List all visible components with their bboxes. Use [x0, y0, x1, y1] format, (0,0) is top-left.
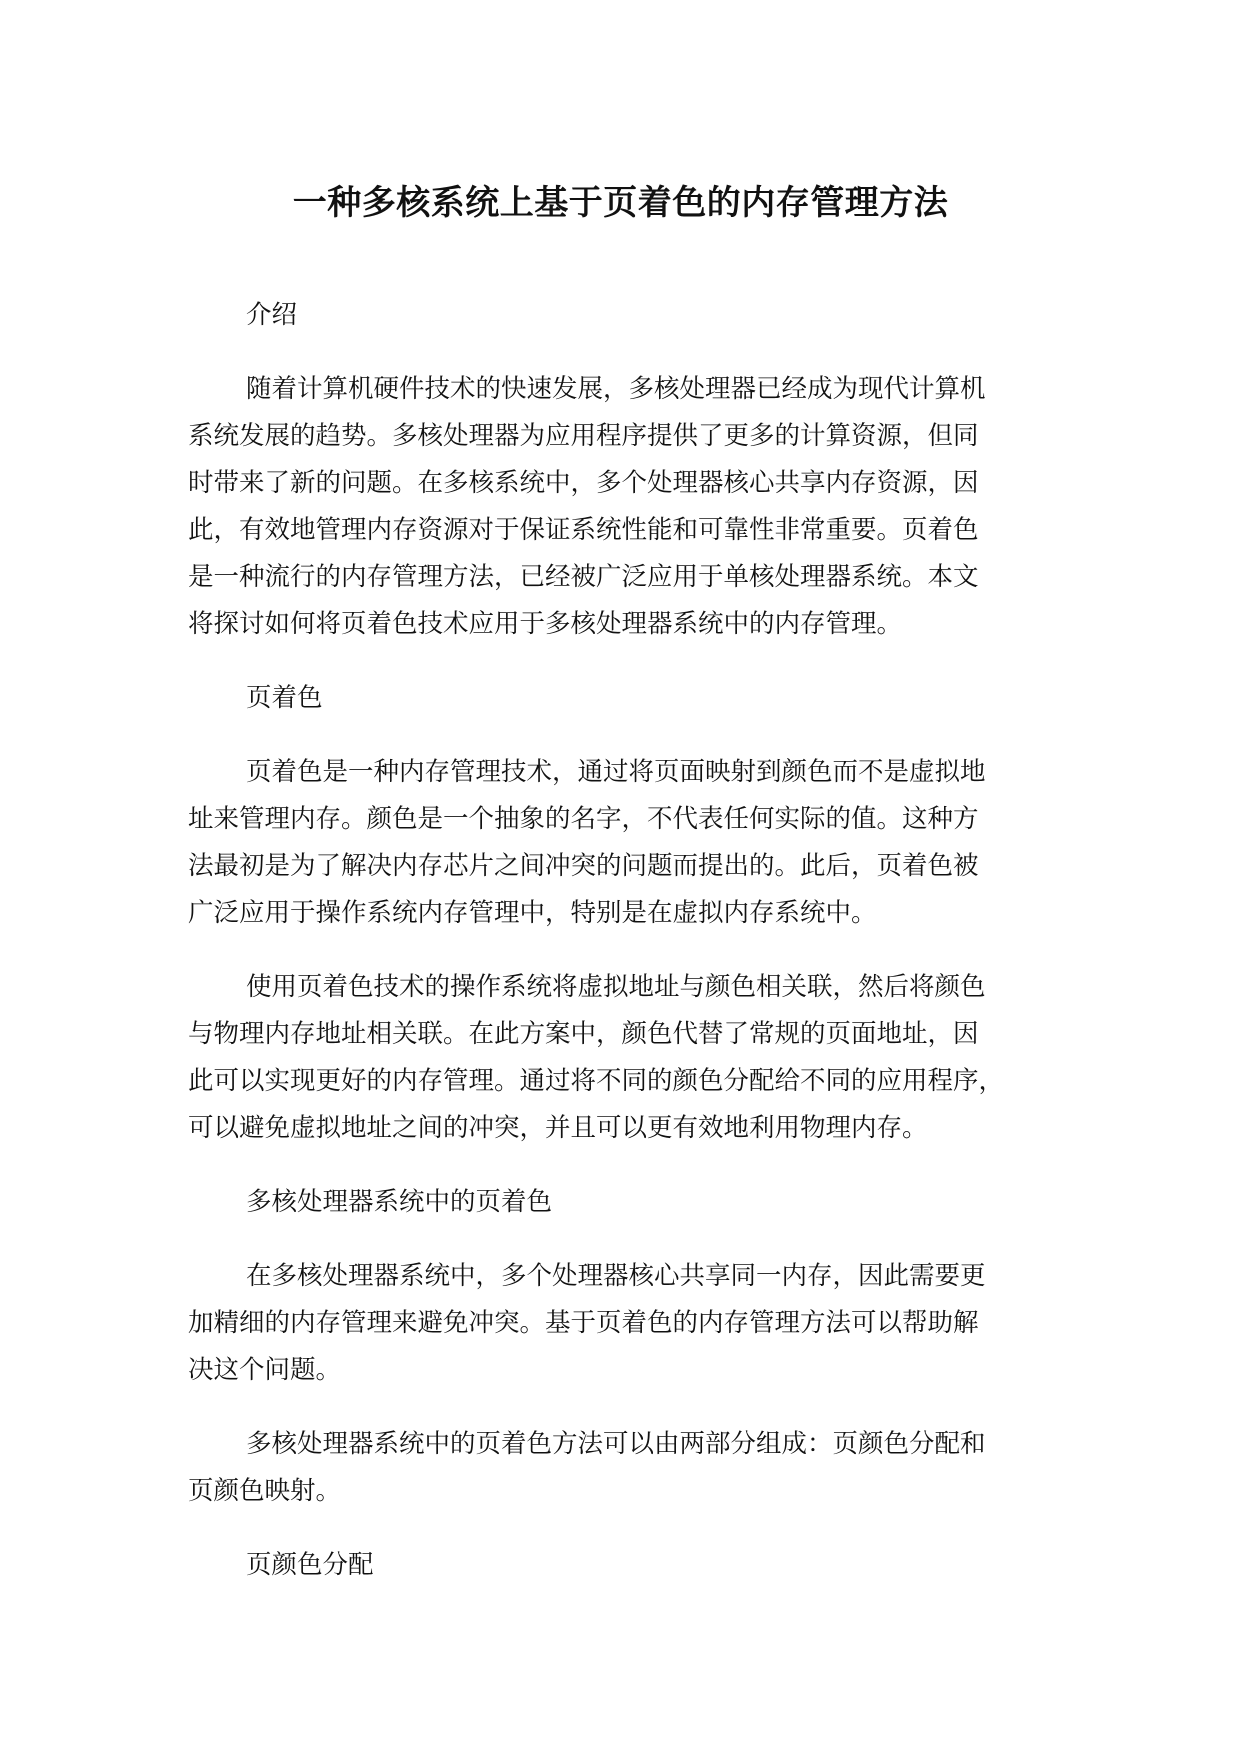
paragraph-line: 页颜色映射。	[188, 1476, 342, 1506]
paragraph-line: 随着计算机硬件技术的快速发展，多核处理器已经成为现代计算机	[246, 374, 986, 404]
section-heading-page-coloring: 页着色	[246, 683, 323, 713]
document-body	[188, 292, 1088, 1589]
paragraph-line: 广泛应用于操作系统内存管理中，特别是在虚拟内存系统中。	[188, 898, 877, 928]
paragraph-multicore-method	[188, 1421, 1088, 1515]
paragraph-line: 决这个问题。	[188, 1355, 342, 1385]
paragraph-line: 时带来了新的问题。在多核系统中，多个处理器核心共享内存资源，因	[188, 468, 979, 498]
paragraph-line: 是一种流行的内存管理方法，已经被广泛应用于单核处理器系统。本文	[188, 562, 979, 592]
section-heading-multicore: 多核处理器系统中的页着色	[246, 1187, 553, 1217]
paragraph-line: 与物理内存地址相关联。在此方案中，颜色代替了常规的页面地址，因	[188, 1019, 979, 1049]
paragraph-intro	[188, 366, 1088, 648]
section-heading-color-allocation: 页颜色分配	[246, 1550, 374, 1580]
section-heading-intro: 介绍	[246, 300, 298, 330]
paragraph-line: 此，有效地管理内存资源对于保证系统性能和可靠性非常重要。页着色	[188, 515, 979, 545]
paragraph-line: 多核处理器系统中的页着色方法可以由两部分组成：页颜色分配和	[246, 1429, 986, 1459]
paragraph-line: 法最初是为了解决内存芯片之间冲突的问题而提出的。此后，页着色被	[188, 851, 979, 881]
paragraph-line: 此可以实现更好的内存管理。通过将不同的颜色分配给不同的应用程序，	[188, 1066, 1005, 1096]
document-title: 一种多核系统上基于页着色的内存管理方法	[292, 183, 949, 223]
paragraph-multicore	[188, 1253, 1088, 1394]
paragraph-line: 页着色是一种内存管理技术，通过将页面映射到颜色而不是虚拟地	[246, 757, 986, 787]
paragraph-line: 址来管理内存。颜色是一个抽象的名字，不代表任何实际的值。这种方	[188, 804, 979, 834]
paragraph-line: 可以避免虚拟地址之间的冲突，并且可以更有效地利用物理内存。	[188, 1113, 928, 1143]
paragraph-line: 在多核处理器系统中，多个处理器核心共享同一内存，因此需要更	[246, 1261, 986, 1291]
paragraph-line: 系统发展的趋势。多核处理器为应用程序提供了更多的计算资源，但同	[188, 421, 979, 451]
paragraph-line: 将探讨如何将页着色技术应用于多核处理器系统中的内存管理。	[188, 609, 903, 639]
paragraph-line: 加精细的内存管理来避免冲突。基于页着色的内存管理方法可以帮助解	[188, 1308, 979, 1338]
paragraph-line: 使用页着色技术的操作系统将虚拟地址与颜色相关联，然后将颜色	[246, 972, 986, 1002]
paragraph-page-coloring	[188, 749, 1088, 937]
paragraph-page-coloring-os	[188, 964, 1088, 1152]
